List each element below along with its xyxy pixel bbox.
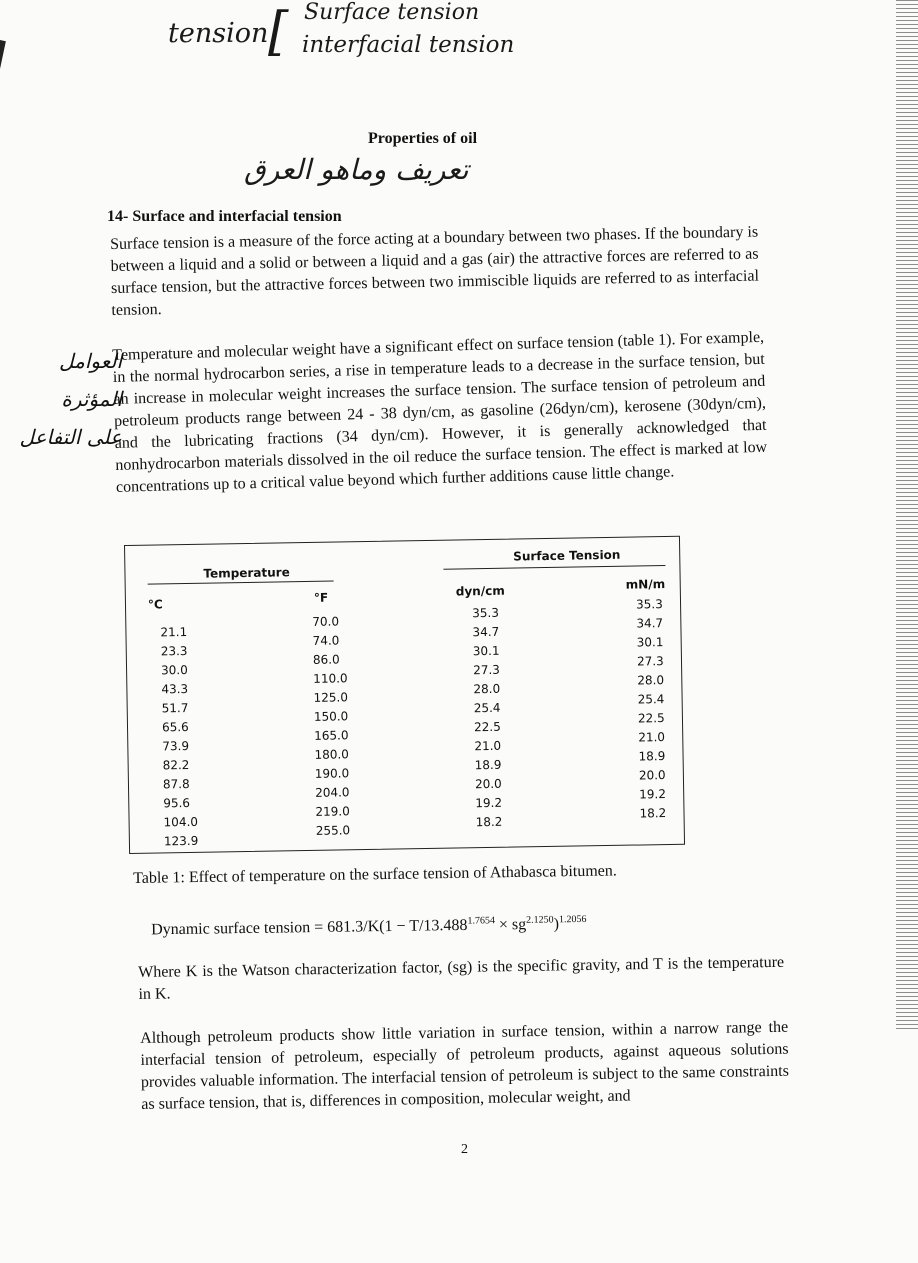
table-cell: 82.2 (162, 757, 190, 773)
handwritten-note-title: tension (168, 18, 269, 49)
table-cell: 86.0 (312, 652, 340, 667)
table-cell: 30.1 (472, 643, 500, 659)
table-cell: 87.8 (162, 776, 190, 792)
surface-tension-table (124, 536, 685, 854)
table-cell: 150.0 (313, 709, 349, 724)
scan-edge-stripes (896, 0, 918, 1030)
table-cell: 25.4 (473, 700, 501, 716)
table-rule (443, 565, 665, 570)
handwritten-note-interfacial-tension: interfacial tension (302, 32, 515, 58)
table-cell: 21.0 (474, 738, 502, 754)
table-cell: 51.7 (161, 700, 189, 716)
table-cell: 30.0 (160, 662, 188, 678)
table-group-header-surface-tension: Surface Tension (513, 547, 621, 564)
formula-exponent: 1.7654 (467, 915, 495, 927)
table-cell: 34.7 (636, 616, 664, 631)
page-title: Properties of oil (368, 130, 478, 147)
table-cell: 255.0 (315, 823, 351, 838)
margin-note-line: العوامل (58, 349, 122, 373)
formula-exponent: 1.2056 (558, 913, 587, 926)
table-cell: 27.3 (636, 654, 664, 669)
table-cell: 23.3 (160, 643, 188, 659)
paragraph-temperature-effect: Temperature and molecular weight have a significant effect on surface tension (table 1). For example, in the normal hydrocarbon series, a rise in temperature leads to a decrease in the surface tension, but an increase in molecular weight increases the surface tension. The surface tension of petroleum and petroleum products range between 24 - 38 dyn/cm, as gasoline (26dyn/cm), kerosene (30dyn/cm), and the lubricating fractions (34 dyn/cm). However, it is generally acknowledged that nonhydrocarbon materials dissolved in the oil reduce the surface tension. The effect is marked at low concentrations up to a critical value beyond which further additions cause little change. (112, 328, 768, 496)
table-cell: 18.2 (475, 814, 503, 830)
table-caption: Table 1: Effect of temperature on the surface tension of Athabasca bitumen. (133, 862, 617, 887)
table-cell: 21.1 (160, 624, 188, 640)
table-cell: 125.0 (313, 690, 349, 705)
table-cell: 219.0 (315, 804, 350, 819)
table-cell: 95.6 (163, 795, 191, 811)
paragraph-formula-definitions: Where K is the Watson characterization factor, (sg) is the specific gravity, and T is the temperature in K. (138, 953, 785, 1003)
table-cell: 22.5 (473, 719, 501, 735)
formula-exponent: 2.1250 (526, 914, 554, 926)
table-cell: 20.0 (638, 768, 666, 783)
table-group-header-temperature: Temperature (203, 565, 290, 581)
margin-note-line: المؤثرة (61, 387, 122, 411)
section-heading: 14- Surface and interfacial tension (107, 208, 342, 225)
formula-close: ) (553, 915, 560, 933)
table-cell: 18.2 (639, 806, 667, 821)
table-cell: 34.7 (472, 624, 500, 640)
handwritten-arabic-note: تعريف وماهو العرق (244, 153, 469, 186)
table-cell: 165.0 (314, 728, 349, 743)
table-cell: 43.3 (161, 681, 189, 697)
table-cell: 30.1 (636, 635, 664, 650)
table-cell: 204.0 (315, 785, 350, 800)
table-cell: 19.2 (475, 795, 503, 811)
margin-note-line: على التفاعل (19, 425, 122, 449)
column-dyn-cm (472, 604, 502, 832)
column-header-dyn-cm: dyn/cm (455, 583, 505, 599)
handwritten-note-surface-tension: Surface tension (304, 0, 480, 25)
table-cell: 19.2 (639, 787, 667, 802)
table-cell: 104.0 (163, 814, 199, 830)
column-mn-m (636, 595, 666, 823)
table-cell: 22.5 (637, 711, 665, 726)
table-rule (148, 581, 334, 585)
column-header-mn-m: mN/m (625, 577, 666, 592)
table-cell: 21.0 (638, 730, 666, 745)
column-fahrenheit (312, 612, 350, 841)
column-celsius (160, 623, 198, 852)
table-cell: 20.0 (474, 776, 502, 792)
table-cell: 25.4 (637, 692, 665, 707)
table-cell: 65.6 (161, 719, 189, 735)
table-cell: 190.0 (314, 766, 350, 781)
table-cell: 70.0 (312, 614, 340, 629)
table-cell: 73.9 (162, 738, 190, 754)
table-cell: 27.3 (473, 662, 500, 678)
paragraph-definition: Surface tension is a measure of the force acting at a boundary between two phases. If the boundary is between a liquid and a solid or between a liquid and a gas (air) the attractive forces are referred to as surface tension, but the attractive forces between two immiscible liquids are referred to as interfacial tension. (110, 223, 760, 319)
formula-middle: × sg (494, 916, 527, 934)
table-cell: 35.3 (635, 597, 663, 612)
handwritten-margin-note (2, 342, 122, 456)
paragraph-interfacial-tension: Although petroleum products show little variation in surface tension, within a narrow range the interfacial tension of petroleum, especially of petroleum products, against aqueous solutions provides valuable information. The interfacial tension of petroleum is subject to the same constraints as surface tension, that is, differences in composition, molecular weight, and (140, 1018, 790, 1113)
column-header-fahrenheit: °F (313, 590, 329, 605)
table-cell: 74.0 (312, 633, 340, 648)
table-cell: 18.9 (474, 757, 502, 773)
table-cell: 18.9 (638, 749, 666, 764)
column-header-celsius: °C (147, 597, 163, 612)
handwritten-brace: [ (268, 2, 289, 62)
table-cell: 28.0 (637, 673, 665, 688)
table-cell: 180.0 (314, 747, 349, 762)
formula-lhs: Dynamic surface tension = 681.3/K(1 − T/13.488 (151, 916, 468, 939)
scan-edge-shadow (0, 40, 6, 237)
page-number: 2 (461, 1142, 468, 1157)
table-cell: 35.3 (472, 605, 500, 621)
table-cell: 110.0 (313, 671, 348, 686)
table-cell: 123.9 (163, 833, 199, 849)
formula-dynamic-surface-tension (151, 914, 587, 939)
table-cell: 28.0 (473, 681, 501, 697)
